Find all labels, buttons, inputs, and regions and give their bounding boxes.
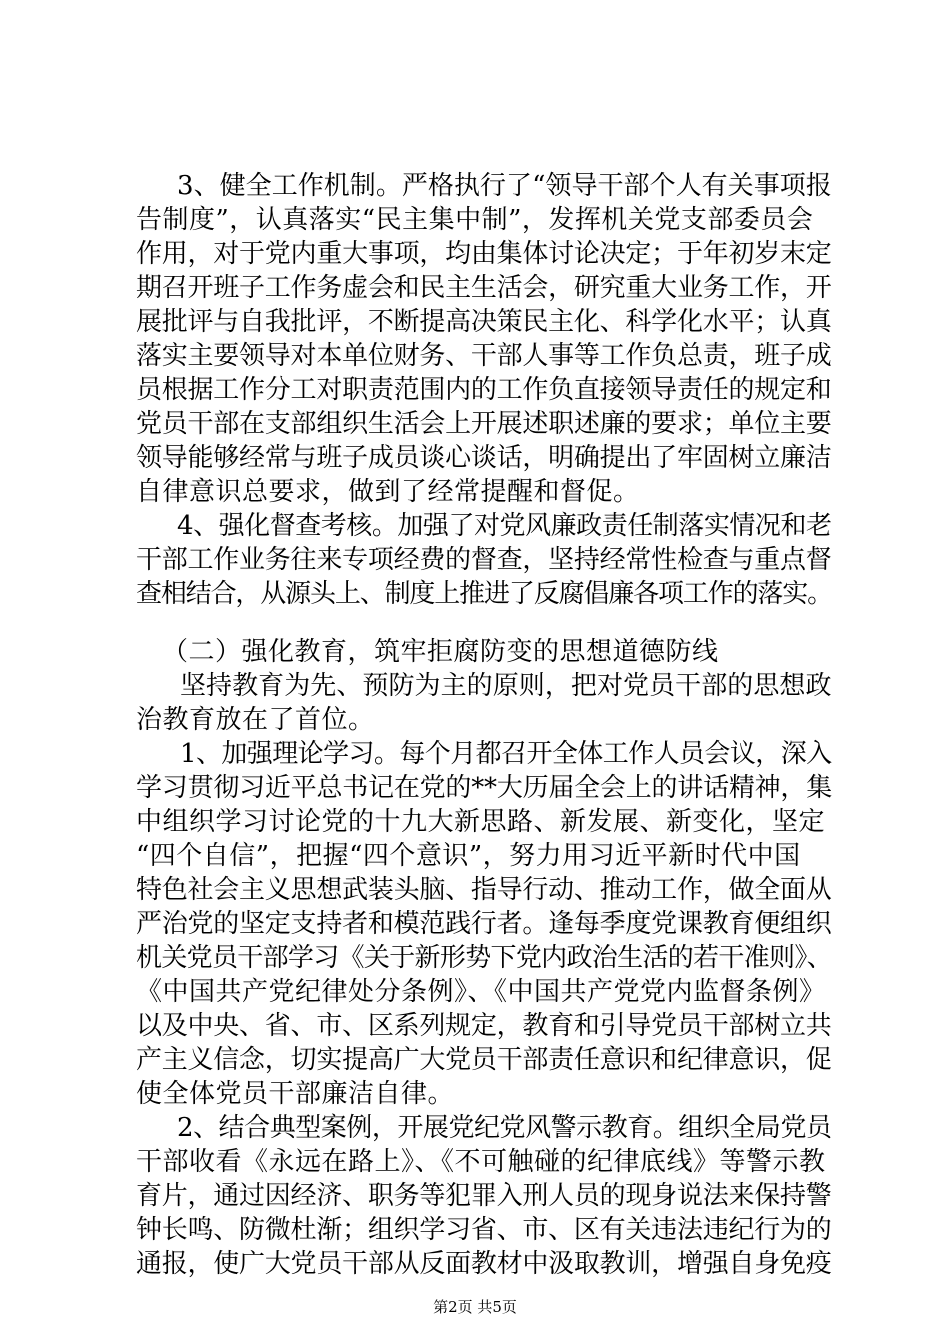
paragraph-line: 员根据工作分工对职责范围内的工作负直接领导责任的规定和 <box>136 375 832 405</box>
paragraph-line: “四个自信”，把握“四个意识”，努力用习近平新时代中国 <box>136 841 801 871</box>
paragraph-line: 中组织学习讨论党的十九大新思路、新发展、新变化，坚定 <box>136 807 826 837</box>
paragraph-line: 领导能够经常与班子成员谈心谈话，明确提出了牢固树立廉洁 <box>136 443 832 473</box>
paragraph-line: 产主义信念，切实提高广大党员干部责任意识和纪律意识，促 <box>136 1045 832 1075</box>
paragraph-line: 坚持教育为先、预防为主的原则，把对党员干部的思想政 <box>180 671 832 701</box>
paragraph-line: 4、强化督查考核。加强了对党风廉政责任制落实情况和老 <box>177 511 832 541</box>
paragraph-line: 1、加强理论学习。每个月都召开全体工作人员会议，深入 <box>180 739 832 769</box>
paragraph-line: 通报，使广大党员干部从反面教材中汲取教训，增强自身免疫 <box>136 1249 832 1279</box>
paragraph-line: 干部收看《永远在路上》、《不可触碰的纪律底线》等警示教 <box>136 1147 826 1177</box>
paragraph-line: 3、健全工作机制。严格执行了“领导干部个人有关事项报 <box>177 171 832 201</box>
paragraph-line: 使全体党员干部廉洁自律。 <box>136 1079 455 1109</box>
paragraph-line: 机关党员干部学习《关于新形势下党内政治生活的若干准则》、 <box>136 943 833 973</box>
paragraph-line: 落实主要领导对本单位财务、干部人事等工作负总责，班子成 <box>136 341 832 371</box>
section-heading: （二）强化教育，筑牢拒腐防变的思想道德防线 <box>162 637 719 667</box>
paragraph-line: 严治党的坚定支持者和模范践行者。逢每季度党课教育便组织 <box>136 909 832 939</box>
paragraph-line: 期召开班子工作务虚会和民主生活会，研究重大业务工作，开 <box>136 273 832 303</box>
paragraph-line: 作用，对于党内重大事项，均由集体讨论决定；于年初岁末定 <box>136 239 832 269</box>
paragraph-line: 钟长鸣、防微杜渐；组织学习省、市、区有关违法违纪行为的 <box>136 1215 832 1245</box>
paragraph-line: 治教育放在了首位。 <box>136 705 375 735</box>
page-number-footer: 第2页 共5页 <box>433 1298 517 1316</box>
paragraph-line: 特色社会主义思想武装头脑、指导行动、推动工作，做全面从 <box>136 875 832 905</box>
paragraph-line: 展批评与自我批评，不断提高决策民主化、科学化水平；认真 <box>136 307 832 337</box>
paragraph-line: 学习贯彻习近平总书记在党的**大历届全会上的讲话精神，集 <box>136 773 833 803</box>
paragraph-line: 干部工作业务往来专项经费的督查，坚持经常性检查与重点督 <box>136 545 832 575</box>
paragraph-line: 以及中央、省、市、区系列规定，教育和引导党员干部树立共 <box>136 1011 832 1041</box>
paragraph-line: 党员干部在支部组织生活会上开展述职述廉的要求；单位主要 <box>136 409 832 439</box>
paragraph-line: 2、结合典型案例，开展党纪党风警示教育。组织全局党员 <box>177 1113 832 1143</box>
paragraph-line: 育片，通过因经济、职务等犯罪入刑人员的现身说法来保持警 <box>136 1181 832 1211</box>
paragraph-line: 告制度”，认真落实“民主集中制”，发挥机关党支部委员会 <box>136 205 814 235</box>
paragraph-line: 查相结合，从源头上、制度上推进了反腐倡廉各项工作的落实。 <box>136 579 833 609</box>
paragraph-line: 《中国共产党纪律处分条例》、《中国共产党党内监督条例》 <box>136 977 826 1007</box>
paragraph-line: 自律意识总要求，做到了经常提醒和督促。 <box>136 477 640 507</box>
